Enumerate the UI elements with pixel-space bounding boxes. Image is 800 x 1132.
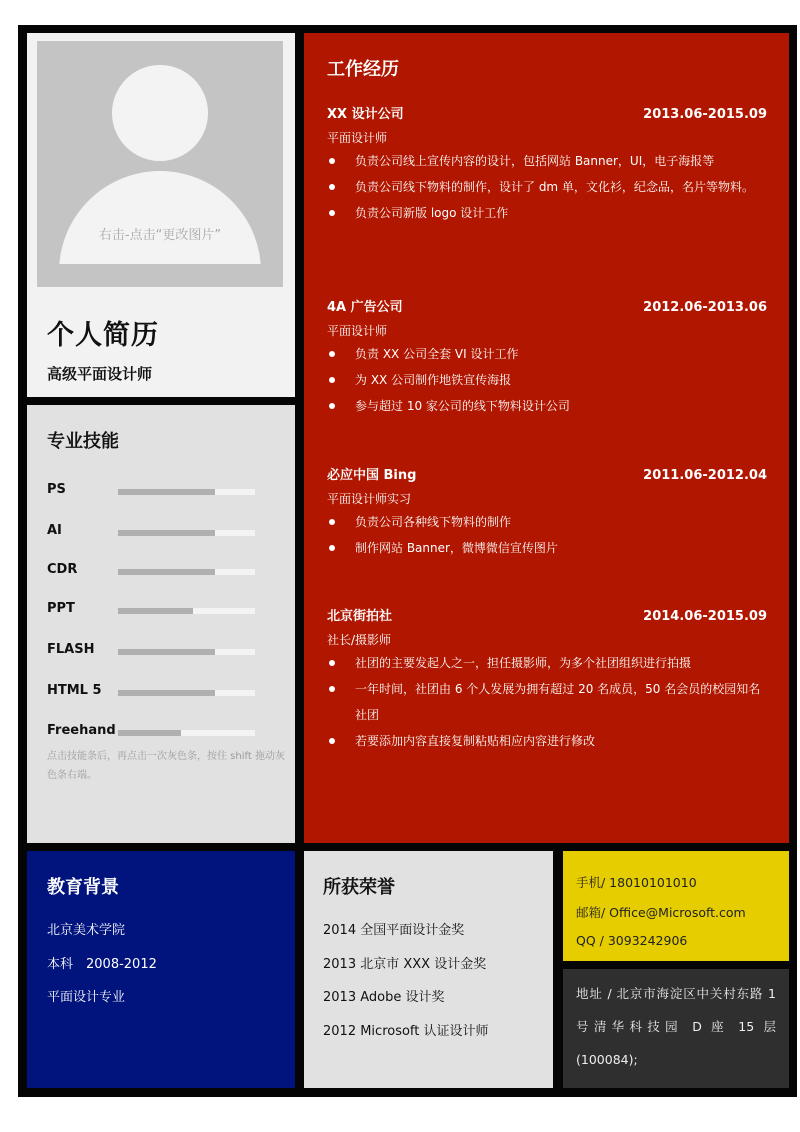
bullet-icon [329,545,335,551]
skill-row [47,642,277,662]
job-bullet [327,148,767,174]
skill-name: PPT [47,601,75,616]
address-panel [563,969,789,1088]
contact-panel [563,851,789,961]
education-degree: 本科 2008-2012 [47,957,157,972]
skill-bar[interactable] [118,690,255,696]
award-item: 2013 Adobe 设计奖 [323,990,445,1005]
job-title: 高级平面设计师 [47,365,153,383]
award-item: 2012 Microsoft 认证设计师 [323,1024,489,1039]
education-panel [27,851,295,1088]
job-bullet-text: 社团的主要发起人之一，担任摄影师，为多个社团组织进行拍摄 [355,656,692,670]
skill-bar[interactable] [118,569,255,575]
skill-row [47,482,277,502]
job-bullet [327,509,767,535]
job-bullet-text: 负责公司各种线下物料的制作 [355,515,512,529]
bullet-icon [329,519,335,525]
contact-email[interactable]: 邮箱/ Office@Microsoft.com [576,905,746,920]
skill-row [47,523,277,543]
skill-bar-fill[interactable] [118,690,215,696]
job-dates: 2014.06-2015.09 [643,609,767,624]
job-role: 社长/摄影师 [327,633,392,647]
skill-name: CDR [47,562,78,577]
bullet-icon [329,184,335,190]
job-dates: 2012.06-2013.06 [643,300,767,315]
skill-name: PS [47,482,66,497]
job-bullet-text: 负责 XX 公司全套 VI 设计工作 [355,347,519,361]
skill-bar-fill[interactable] [118,530,215,536]
skill-bar-fill[interactable] [118,608,193,614]
job-bullet-text: 负责公司新版 logo 设计工作 [355,206,509,220]
contact-phone: 手机/ 18010101010 [576,875,697,890]
photo-bottom-strip [37,264,283,287]
avatar-head-icon [112,65,208,161]
profile-photo-placeholder[interactable] [37,41,283,287]
skills-note: 点击技能条后，再点击一次灰色条，按住 shift 拖动灰色条右端。 [47,751,285,781]
skill-name: HTML 5 [47,683,102,698]
job-bullet [327,367,767,393]
skill-bar[interactable] [118,489,255,495]
job-bullet-text: 负责公司线上宣传内容的设计，包括网站 Banner，UI，电子海报等 [355,154,715,168]
skill-bar[interactable] [118,608,255,614]
skill-bar[interactable] [118,649,255,655]
bullet-icon [329,403,335,409]
job-dates: 2011.06-2012.04 [643,468,767,483]
job-bullet [327,341,767,367]
job-bullet [327,174,767,200]
skill-bar-fill[interactable] [118,569,215,575]
education-school: 北京美术学院 [47,923,126,938]
bullet-icon [329,660,335,666]
profile-panel [27,33,295,397]
skill-bar[interactable] [118,530,255,536]
skill-name: FLASH [47,642,95,657]
job-entry [327,105,767,226]
skill-name: AI [47,523,62,538]
skill-bar[interactable] [118,730,255,736]
bullet-icon [329,686,335,692]
contact-qq: QQ / 3093242906 [576,933,688,948]
job-bullet-text: 负责公司线下物料的制作，设计了 dm 单，文化衫，纪念品，名片等物料。 [355,180,754,194]
job-bullet [327,676,767,728]
skill-bar-fill[interactable] [118,730,181,736]
skill-row [47,562,277,582]
job-entry [327,466,767,561]
job-role: 平面设计师 [327,324,388,338]
bullet-icon [329,351,335,357]
job-company: 北京街拍社 [327,609,393,624]
work-heading: 工作经历 [327,59,399,80]
skill-bar-fill[interactable] [118,649,215,655]
job-bullet-text: 制作网站 Banner，微博微信宣传图片 [355,541,558,555]
skill-row [47,601,277,621]
award-item: 2014 全国平面设计金奖 [323,923,465,938]
job-entry [327,298,767,419]
job-bullet-text: 为 XX 公司制作地铁宣传海报 [355,373,512,387]
bullet-icon [329,738,335,744]
bullet-icon [329,158,335,164]
job-dates: 2013.06-2015.09 [643,107,767,122]
awards-panel [304,851,553,1088]
skills-panel [27,405,295,843]
bullet-icon [329,377,335,383]
job-role: 平面设计师 [327,131,388,145]
job-bullet-text: 参与超过 10 家公司的线下物料设计公司 [355,399,570,413]
job-entry [327,607,767,754]
job-bullet [327,393,767,419]
job-company: XX 设计公司 [327,107,404,122]
job-bullet [327,650,767,676]
work-experience-panel [304,33,789,843]
job-bullet-text: 一年时间，社团由 6 个人发展为拥有超过 20 名成员，50 名会员的校园知名社团 [355,682,761,722]
job-bullet [327,728,767,754]
resume-title: 个人简历 [47,320,159,351]
skill-row [47,683,277,703]
education-heading: 教育背景 [47,877,119,898]
job-bullet [327,200,767,226]
job-role: 平面设计师实习 [327,492,412,506]
contact-address: 地址 / 北京市海淀区中关村东路 1 号清华科技园 D 座 15 层 (100084); [576,986,776,1067]
job-bullet [327,535,767,561]
skill-row [47,723,277,743]
skill-name: Freehand [47,723,116,738]
education-major: 平面设计专业 [47,990,126,1005]
award-item: 2013 北京市 XXX 设计金奖 [323,957,487,972]
skill-bar-fill[interactable] [118,489,215,495]
photo-hint: 右击-点击“更改图片” [98,228,222,243]
job-company: 4A 广告公司 [327,300,403,315]
bullet-icon [329,210,335,216]
job-bullet-text: 若要添加内容直接复制粘贴相应内容进行修改 [355,734,596,748]
skills-heading: 专业技能 [47,431,119,452]
job-company: 必应中国 Bing [327,468,417,483]
awards-heading: 所获荣誉 [323,877,395,898]
